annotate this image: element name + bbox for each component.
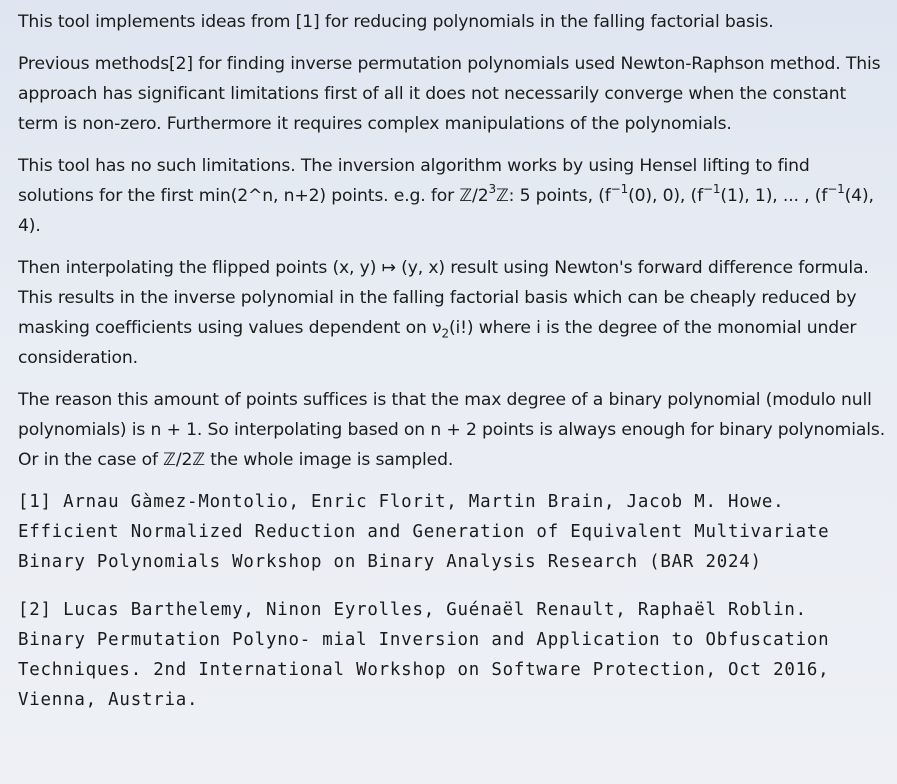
newton-interpolation-paragraph: [18, 253, 889, 373]
hensel-text-5: (4), 4).: [18, 186, 874, 236]
hensel-text-1: This tool has no such limitations. The inversion algorithm works by using Hensel lifting to find solutions for the first min(2^n, n+2) points. e.g. for ℤ/2: [18, 156, 810, 206]
reason-paragraph: The reason this amount of points suffices is that the max degree of a binary polynomial (modulo null polynomials) is n + 1. So interpolating based on n + 2 points is always enough for binary polynomials. Or in the case of ℤ/2ℤ the whole image is sampled.: [18, 390, 886, 470]
previous-methods-paragraph: Previous methods[2] for finding inverse permutation polynomials used Newton-Raphson method. This approach has significant limitations first of all it does not necessarily converge when the constant term is non-zero. Furthermore it requires complex manipulations of the polynomials.: [18, 54, 881, 134]
reference-1-line: [1] Arnau Gàmez-Montolio, Enric Florit, Martin Brain, Jacob M. Howe.: [18, 492, 785, 512]
hensel-text-2: ℤ: 5 points, (f: [495, 186, 611, 206]
newton-text-2: (i!) where i is the degree of the monomial under consideration.: [18, 318, 857, 368]
inverse-exponent-1: −1: [610, 182, 629, 197]
hensel-text-4: (1), 1), ... , (f: [720, 186, 828, 206]
reference-1-line: Binary Polynomials Workshop on Binary Analysis Research (BAR 2024): [18, 552, 762, 572]
reference-2-line: Techniques. 2nd International Workshop on Software Protection, Oct 2016,: [18, 660, 830, 680]
hensel-text-3: (0), 0), (f: [628, 186, 704, 206]
reference-2-line: Vienna, Austria.: [18, 690, 199, 710]
reference-1: [18, 487, 889, 577]
reference-2: [18, 595, 889, 715]
inverse-exponent-2: −1: [703, 182, 721, 197]
intro-paragraph: This tool implements ideas from [1] for reducing polynomials in the falling factorial basis.: [18, 12, 774, 32]
hensel-lifting-paragraph: [18, 151, 889, 241]
reference-2-line: [2] Lucas Barthelemy, Ninon Eyrolles, Guénaël Renault, Raphaël Roblin.: [18, 600, 807, 620]
valuation-subscript: 2: [441, 326, 449, 341]
newton-text-1: Then interpolating the flipped points (x, y) ↦ (y, x) result using Newton's forward difference formula. This results in the inverse polynomial in the falling factorial basis which can be cheaply reduced by masking coefficients using values dependent on ν: [18, 258, 869, 338]
reference-1-line: Efficient Normalized Reduction and Generation of Equivalent Multivariate: [18, 522, 830, 542]
inverse-exponent-3: −1: [827, 182, 845, 197]
modulus-exponent: 3: [488, 182, 496, 197]
reference-2-line: Binary Permutation Polyno- mial Inversion and Application to Obfuscation: [18, 630, 830, 650]
